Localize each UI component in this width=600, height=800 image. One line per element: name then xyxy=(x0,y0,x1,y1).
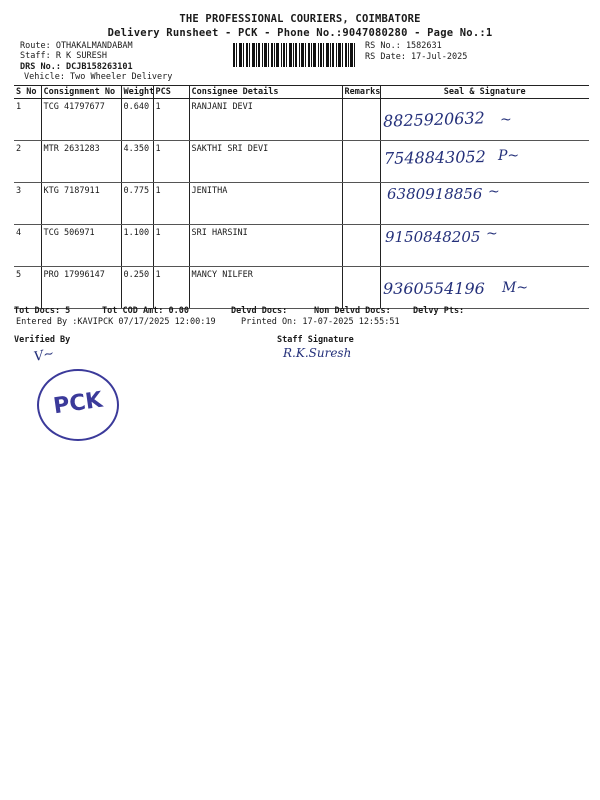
company-title: THE PROFESSIONAL COURIERS, COIMBATORE xyxy=(179,13,421,25)
cell-weight: 4.350 xyxy=(121,141,153,183)
col-consignment-no: Consignment No xyxy=(41,86,121,99)
table-row xyxy=(14,183,589,225)
printed-on: Printed On: 17-07-2025 12:55:51 xyxy=(241,317,400,327)
cell-sno: 1 xyxy=(14,99,41,141)
cell-weight: 0.775 xyxy=(121,183,153,225)
cell-consignee: MANCY NILFER xyxy=(189,267,342,309)
cell-pcs: 1 xyxy=(153,183,189,225)
drs-number: DRS No.: DCJB158263101 xyxy=(20,62,133,72)
handwritten-phone-2: 7548843052 xyxy=(383,147,486,168)
delivery-points: Delvy Pts: xyxy=(413,306,465,316)
cell-weight: 0.250 xyxy=(121,267,153,309)
handwritten-signature-2: P~ xyxy=(498,148,520,164)
col-consignee-details: Consignee Details xyxy=(189,86,342,99)
cell-weight: 0.640 xyxy=(121,99,153,141)
vehicle-text: Vehicle: Two Wheeler Delivery xyxy=(24,72,173,82)
col-remarks: Remarks xyxy=(342,86,380,99)
table-header-row xyxy=(14,86,589,99)
cell-consignee: SAKTHI SRI DEVI xyxy=(189,141,342,183)
delivered-docs: Delvd Docs: xyxy=(231,306,288,316)
handwritten-phone-5: 9360554196 xyxy=(383,279,485,298)
cell-consignment: PRO 17996147 xyxy=(41,267,121,309)
handwritten-signature-3: ~ xyxy=(488,184,500,200)
cell-pcs: 1 xyxy=(153,99,189,141)
staff-text: Staff: R K SURESH xyxy=(20,51,107,61)
table-row xyxy=(14,225,589,267)
handwritten-phone-1: 8825920632 xyxy=(382,108,486,131)
verified-by-label: Verified By xyxy=(14,335,71,345)
handwritten-signature-4: ~ xyxy=(486,226,498,242)
rs-date: RS Date: 17-Jul-2025 xyxy=(365,52,468,62)
total-cod-amount: Tot COD Amt: 0.00 xyxy=(102,306,189,316)
verifier-signature-handwriting: V~ xyxy=(32,346,56,365)
cell-pcs: 1 xyxy=(153,225,189,267)
stamp-text: PCK xyxy=(51,387,105,420)
route-text: Route: OTHAKALMANDABAM xyxy=(20,41,133,51)
barcode-image xyxy=(233,43,355,67)
cell-remarks xyxy=(342,267,380,309)
cell-consignee: RANJANI DEVI xyxy=(189,99,342,141)
non-delivered-docs: Non Delvd Docs: xyxy=(314,306,391,316)
cell-consignment: MTR 2631283 xyxy=(41,141,121,183)
cell-consignee: SRI HARSINI xyxy=(189,225,342,267)
total-docs: Tot Docs: 5 xyxy=(14,306,71,316)
cell-consignee: JENITHA xyxy=(189,183,342,225)
cell-sno: 4 xyxy=(14,225,41,267)
cell-sno: 3 xyxy=(14,183,41,225)
handwritten-signature-5: M~ xyxy=(502,280,529,296)
pck-stamp xyxy=(37,369,119,441)
handwritten-phone-3: 6380918856 xyxy=(387,185,483,203)
cell-consignment: TCG 41797677 xyxy=(41,99,121,141)
col-weight: Weight xyxy=(121,86,153,99)
cell-remarks xyxy=(342,225,380,267)
col-pcs: PCS xyxy=(153,86,189,99)
cell-consignment: KTG 7187911 xyxy=(41,183,121,225)
cell-weight: 1.100 xyxy=(121,225,153,267)
cell-consignment: TCG 506971 xyxy=(41,225,121,267)
cell-sno: 2 xyxy=(14,141,41,183)
handwritten-phone-4: 9150848205 xyxy=(385,228,481,246)
cell-sno: 5 xyxy=(14,267,41,309)
col-seal-signature: Seal & Signature xyxy=(380,86,589,99)
cell-pcs: 1 xyxy=(153,141,189,183)
runsheet-title: Delivery Runsheet - PCK - Phone No.:9047080280 - Page No.:1 xyxy=(107,27,493,39)
cell-remarks xyxy=(342,99,380,141)
staff-signature-label: Staff Signature xyxy=(277,335,354,345)
handwritten-signature-1: ~ xyxy=(500,112,512,128)
col-sno: S No xyxy=(14,86,41,99)
cell-remarks xyxy=(342,183,380,225)
staff-signature-handwriting: R.K.Suresh xyxy=(283,346,352,360)
entered-by: Entered By :KAVIPCK 07/17/2025 12:00:19 xyxy=(16,317,216,327)
cell-pcs: 1 xyxy=(153,267,189,309)
cell-remarks xyxy=(342,141,380,183)
rs-number: RS No.: 1582631 xyxy=(365,41,442,51)
